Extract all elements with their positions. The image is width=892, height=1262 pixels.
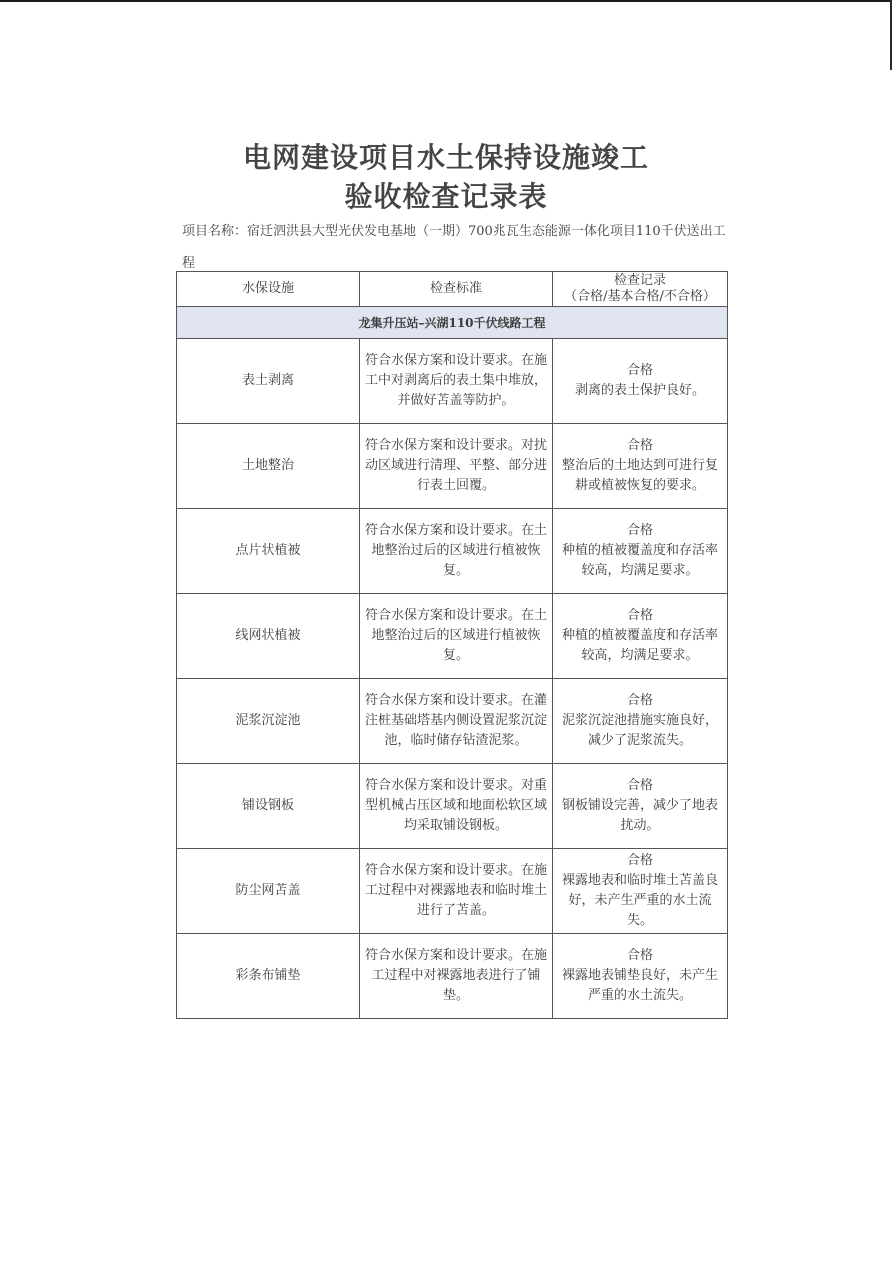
- record-note: 种植的植被覆盖度和存活率较高，均满足要求。: [561, 628, 718, 663]
- project-name: 项目名称：宿迁泗洪县大型光伏发电基地（一期）700兆瓦生态能源一体化项目110千伏送出工程: [182, 224, 726, 271]
- facility-cell: 表土剥离: [177, 339, 360, 424]
- record-result: 合格: [626, 438, 653, 453]
- standard-cell: 符合水保方案和设计要求。在灌注桩基础塔基内侧设置泥浆沉淀池，临时储存钻渣泥浆。: [360, 679, 553, 764]
- page-top-border: [0, 0, 892, 2]
- facility-cell: 泥浆沉淀池: [177, 679, 360, 764]
- table-row: [177, 934, 728, 1019]
- standard-cell: 符合水保方案和设计要求。对重型机械占压区域和地面松软区域均采取铺设钢板。: [360, 764, 553, 849]
- record-result: 合格: [626, 948, 653, 963]
- header-record-line1: 检查记录: [613, 273, 666, 288]
- record-note: 钢板铺设完善，减少了地表扰动。: [561, 798, 718, 833]
- record-result: 合格: [626, 523, 653, 538]
- table-row: [177, 509, 728, 594]
- record-cell: [553, 934, 728, 1019]
- record-cell: [553, 849, 728, 934]
- record-note: 剥离的表土保护良好。: [574, 383, 705, 398]
- record-cell: [553, 764, 728, 849]
- header-standard: 检查标准: [360, 272, 553, 307]
- facility-cell: 点片状植被: [177, 509, 360, 594]
- standard-cell: 符合水保方案和设计要求。在土地整治过后的区域进行植被恢复。: [360, 594, 553, 679]
- facility-cell: 线网状植被: [177, 594, 360, 679]
- record-result: 合格: [626, 608, 653, 623]
- record-result: 合格: [626, 778, 653, 793]
- record-cell: [553, 679, 728, 764]
- record-note: 整治后的土地达到可进行复耕或植被恢复的要求。: [561, 458, 718, 493]
- section-row: [177, 307, 728, 339]
- facility-cell: 防尘网苫盖: [177, 849, 360, 934]
- record-note: 裸露地表和临时堆土苫盖良好，未产生严重的水土流失。: [561, 873, 718, 928]
- section-title: 龙集升压站–兴湖110千伏线路工程: [177, 307, 728, 339]
- standard-cell: 符合水保方案和设计要求。在施工过程中对裸露地表和临时堆土进行了苫盖。: [360, 849, 553, 934]
- table-row: [177, 594, 728, 679]
- table-row: [177, 424, 728, 509]
- inspection-record-table: [176, 271, 728, 1019]
- record-cell: [553, 424, 728, 509]
- record-note: 裸露地表铺垫良好，未产生严重的水土流失。: [561, 968, 718, 1003]
- standard-cell: 符合水保方案和设计要求。在施工过程中对裸露地表进行了铺垫。: [360, 934, 553, 1019]
- header-facility: 水保设施: [177, 272, 360, 307]
- table-row: [177, 764, 728, 849]
- record-cell: [553, 339, 728, 424]
- document-title-line2: 验收检查记录表: [344, 180, 548, 213]
- table-row: [177, 679, 728, 764]
- table-header-row: [177, 272, 728, 307]
- record-note: 泥浆沉淀池措施实施良好，减少了泥浆流失。: [561, 713, 718, 748]
- table-row: [177, 849, 728, 934]
- standard-cell: 符合水保方案和设计要求。在施工中对剥离后的表土集中堆放，并做好苫盖等防护。: [360, 339, 553, 424]
- record-cell: [553, 509, 728, 594]
- facility-cell: 铺设钢板: [177, 764, 360, 849]
- record-result: 合格: [626, 853, 653, 868]
- record-result: 合格: [626, 363, 653, 378]
- record-cell: [553, 594, 728, 679]
- table-row: [177, 339, 728, 424]
- header-record-line2: （合格/基本合格/不合格）: [564, 289, 716, 304]
- facility-cell: 土地整治: [177, 424, 360, 509]
- facility-cell: 彩条布铺垫: [177, 934, 360, 1019]
- document-title-line1: 电网建设项目水土保持设施竣工: [242, 141, 649, 174]
- header-record: [553, 272, 728, 307]
- standard-cell: 符合水保方案和设计要求。对扰动区域进行清理、平整、部分进行表土回覆。: [360, 424, 553, 509]
- record-note: 种植的植被覆盖度和存活率较高，均满足要求。: [561, 543, 718, 578]
- standard-cell: 符合水保方案和设计要求。在土地整治过后的区域进行植被恢复。: [360, 509, 553, 594]
- record-result: 合格: [626, 693, 653, 708]
